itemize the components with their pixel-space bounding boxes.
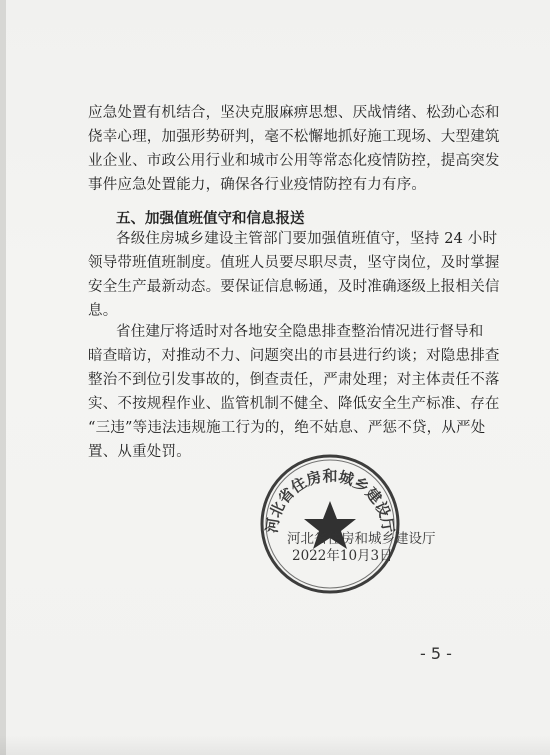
svg-text:河北省住房和城乡建设厅: 河北省住房和城乡建设厅 bbox=[262, 467, 398, 535]
paragraph-line: 事件应急处置能力，确保各行业疫情防控有力有序。 bbox=[88, 177, 427, 193]
paragraph-line: 业企业、市政公用行业和城市公用等常态化疫情防控，提高突发 bbox=[88, 153, 500, 169]
paragraph-line: 各级住房城乡建设主管部门要加强值班值守，坚持 24 小时 bbox=[116, 231, 498, 247]
page-number: - 5 - bbox=[420, 644, 452, 663]
paragraph-line: 息。 bbox=[88, 303, 118, 319]
paragraph-line: 安全生产最新动态。要保证信息畅通，及时准确逐级上报相关信 bbox=[88, 279, 500, 295]
paragraph-line: 暗查暗访，对推动不力、问题突出的市县进行约谈；对隐患排查 bbox=[88, 348, 500, 364]
section-heading: 五、加强值班值守和信息报送 bbox=[116, 211, 305, 227]
official-seal-icon bbox=[255, 449, 405, 599]
page-shadow bbox=[0, 735, 550, 755]
paragraph-line: 侥幸心理，加强形势研判，毫不松懈地抓好施工现场、大型建筑 bbox=[88, 129, 500, 145]
paragraph-line: 省住建厅将适时对各地安全隐患排查整治情况进行督导和 bbox=[116, 324, 484, 340]
paragraph-1 bbox=[88, 101, 500, 197]
paragraph-line: 领导带班值班制度。值班人员要尽职尽责，坚守岗位，及时掌握 bbox=[88, 255, 500, 271]
paragraph-2 bbox=[88, 227, 500, 323]
issuer-signature: 河北省住房和城乡建设厅 bbox=[287, 531, 436, 547]
paragraph-3 bbox=[88, 320, 500, 464]
paragraph-line: “三违”等违法违规施工行为的，绝不姑息、严惩不贷，从严处 bbox=[88, 420, 486, 436]
issue-date: 2022年10月3日 bbox=[292, 548, 393, 564]
paragraph-line: 整治不到位引发事故的，倒查责任，严肃处理；对主体责任不落 bbox=[88, 372, 500, 388]
left-page-edge bbox=[0, 0, 6, 755]
paragraph-line: 实、不按规程作业、监管机制不健全、降低安全生产标准、存在 bbox=[88, 396, 500, 412]
paragraph-line: 置、从重处罚。 bbox=[88, 444, 191, 460]
paragraph-line: 应急处置有机结合，坚决克服麻痹思想、厌战情绪、松劲心态和 bbox=[88, 105, 500, 121]
